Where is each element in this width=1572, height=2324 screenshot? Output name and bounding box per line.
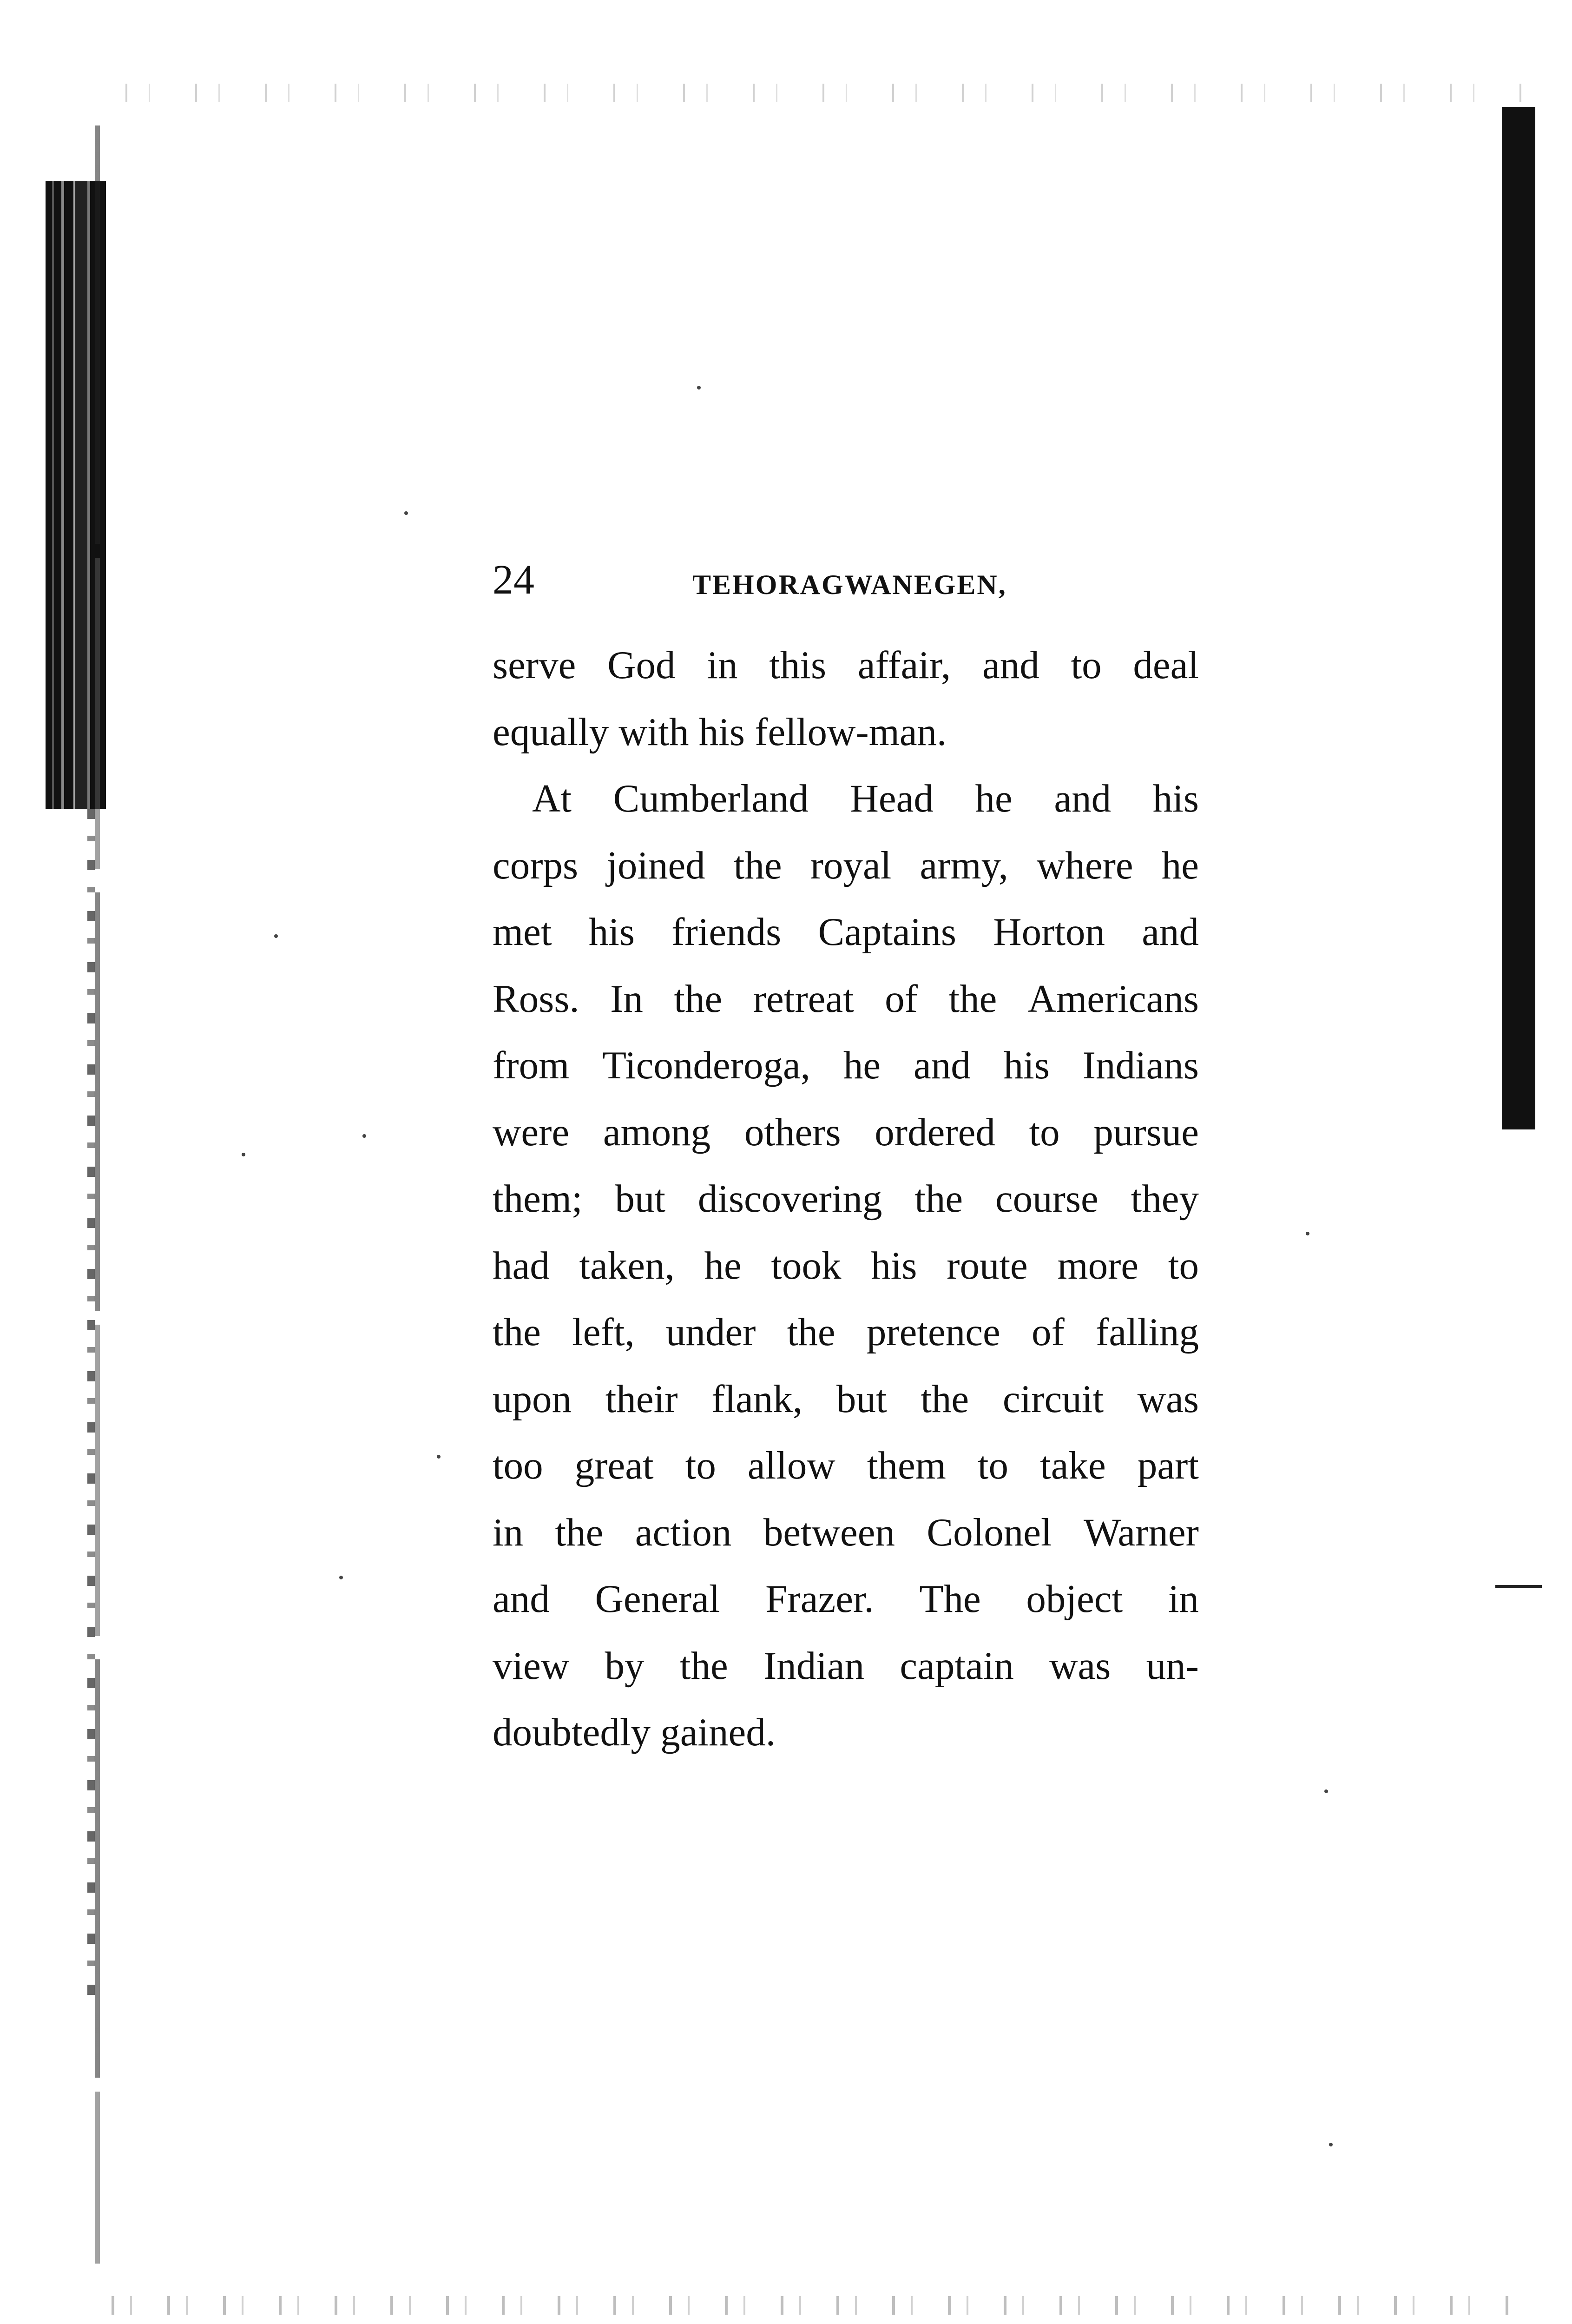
word: but bbox=[615, 1177, 666, 1221]
word: retreat bbox=[753, 977, 854, 1021]
word: in bbox=[1168, 1577, 1199, 1621]
text-line bbox=[493, 832, 1199, 899]
word: in bbox=[493, 1510, 524, 1554]
word: took bbox=[771, 1243, 842, 1287]
word: among bbox=[603, 1110, 711, 1154]
word: upon bbox=[493, 1377, 572, 1421]
scan-speckle-left bbox=[87, 809, 95, 1999]
word: view bbox=[493, 1644, 570, 1688]
word: he bbox=[975, 777, 1013, 820]
word: God bbox=[607, 643, 676, 687]
word: army, bbox=[920, 843, 1008, 887]
text-line bbox=[493, 632, 1199, 699]
scan-noise-top bbox=[107, 84, 1524, 102]
word: discovering bbox=[697, 1177, 882, 1221]
word: Colonel bbox=[927, 1510, 1052, 1554]
word: this bbox=[769, 643, 827, 687]
margin-rule bbox=[1495, 1585, 1542, 1588]
word: friends bbox=[671, 910, 782, 954]
word: The bbox=[919, 1577, 981, 1621]
word: where bbox=[1036, 843, 1133, 887]
word: the bbox=[787, 1310, 835, 1354]
text-line bbox=[493, 766, 1199, 832]
page-header bbox=[493, 552, 1199, 608]
word: others bbox=[744, 1110, 841, 1154]
word: to bbox=[1071, 643, 1102, 687]
word: Americans bbox=[1027, 977, 1199, 1021]
word: under bbox=[665, 1310, 756, 1354]
word: Indian bbox=[763, 1644, 865, 1688]
text-line bbox=[493, 1633, 1199, 1700]
word: between bbox=[763, 1510, 895, 1554]
scan-dot bbox=[404, 511, 408, 515]
word: pursue bbox=[1093, 1110, 1199, 1154]
word: part bbox=[1137, 1444, 1199, 1487]
word: object bbox=[1026, 1577, 1123, 1621]
scan-dot bbox=[697, 386, 701, 390]
text-line bbox=[493, 1433, 1199, 1499]
word: was bbox=[1137, 1377, 1199, 1421]
word: to bbox=[977, 1444, 1009, 1487]
word: the bbox=[921, 1377, 969, 1421]
word: Ticonderoga, bbox=[602, 1043, 810, 1087]
text-line bbox=[493, 1032, 1199, 1099]
word: his bbox=[871, 1243, 917, 1287]
scan-dot bbox=[1324, 1789, 1328, 1793]
word: to bbox=[1029, 1110, 1060, 1154]
word: Head bbox=[850, 777, 934, 820]
word: Warner bbox=[1083, 1510, 1199, 1554]
word: route bbox=[947, 1243, 1028, 1287]
word: General bbox=[595, 1577, 720, 1621]
text-line: doubtedly gained. bbox=[493, 1710, 776, 1754]
word: they bbox=[1131, 1177, 1199, 1221]
scan-dot bbox=[339, 1576, 343, 1579]
body-text bbox=[493, 632, 1199, 1766]
scan-dot bbox=[362, 1134, 366, 1138]
word: serve bbox=[493, 643, 576, 687]
word: in bbox=[707, 643, 738, 687]
word: he bbox=[843, 1043, 881, 1087]
scan-edge-right bbox=[1502, 107, 1535, 1129]
word: had bbox=[493, 1243, 550, 1287]
word: the bbox=[733, 843, 782, 887]
word: and bbox=[493, 1577, 550, 1621]
scan-dot bbox=[274, 934, 278, 938]
scan-noise-bottom bbox=[98, 2296, 1515, 2315]
word: Horton bbox=[993, 910, 1105, 954]
text-line bbox=[493, 1299, 1199, 1366]
word: course bbox=[995, 1177, 1098, 1221]
word: royal bbox=[810, 843, 892, 887]
scan-edge-line-left bbox=[95, 125, 100, 2264]
word: At bbox=[532, 777, 572, 820]
word: his bbox=[1003, 1043, 1050, 1087]
word: Ross. bbox=[493, 977, 579, 1021]
word: the bbox=[674, 977, 723, 1021]
word: take bbox=[1040, 1444, 1106, 1487]
word: In bbox=[610, 977, 643, 1021]
word: met bbox=[493, 910, 552, 954]
word: Cumberland bbox=[613, 777, 809, 820]
text-line bbox=[493, 1099, 1199, 1166]
word: the bbox=[948, 977, 997, 1021]
word: un- bbox=[1146, 1644, 1199, 1688]
word: them bbox=[867, 1444, 946, 1487]
word: allow bbox=[747, 1444, 835, 1487]
word: and bbox=[1142, 910, 1199, 954]
word: more bbox=[1057, 1243, 1139, 1287]
text-line bbox=[493, 1499, 1199, 1566]
word: he bbox=[1161, 843, 1199, 887]
word: Captains bbox=[818, 910, 956, 954]
text-line bbox=[493, 899, 1199, 966]
word: was bbox=[1049, 1644, 1111, 1688]
word: Frazer. bbox=[765, 1577, 874, 1621]
word: the bbox=[555, 1510, 604, 1554]
scan-dot bbox=[242, 1153, 245, 1156]
word: taken, bbox=[579, 1243, 675, 1287]
word: circuit bbox=[1002, 1377, 1104, 1421]
word: great bbox=[574, 1444, 654, 1487]
word: and bbox=[1054, 777, 1112, 820]
word: of bbox=[1032, 1310, 1065, 1354]
word: affair, bbox=[857, 643, 951, 687]
text-line: equally with his fellow-man. bbox=[493, 710, 947, 754]
word: Indians bbox=[1082, 1043, 1199, 1087]
word: to bbox=[1168, 1243, 1199, 1287]
word: his bbox=[1152, 777, 1199, 820]
word: action bbox=[635, 1510, 732, 1554]
word: too bbox=[493, 1444, 543, 1487]
word: falling bbox=[1096, 1310, 1199, 1354]
word: ordered bbox=[875, 1110, 995, 1154]
word: joined bbox=[606, 843, 705, 887]
word: them; bbox=[493, 1177, 583, 1221]
word: corps bbox=[493, 843, 579, 887]
scan-dot bbox=[1329, 2143, 1333, 2146]
word: of bbox=[885, 977, 918, 1021]
word: his bbox=[588, 910, 635, 954]
word: the bbox=[914, 1177, 963, 1221]
text-line bbox=[493, 1566, 1199, 1633]
word: but bbox=[836, 1377, 887, 1421]
word: flank, bbox=[711, 1377, 803, 1421]
word: left, bbox=[572, 1310, 635, 1354]
word: and bbox=[982, 643, 1039, 687]
text-line bbox=[493, 1233, 1199, 1300]
word: and bbox=[913, 1043, 971, 1087]
text-line bbox=[493, 1166, 1199, 1233]
text-line bbox=[493, 1366, 1199, 1433]
scan-dot bbox=[1306, 1232, 1309, 1235]
running-head: TEHORAGWANEGEN, bbox=[692, 569, 1007, 600]
word: the bbox=[679, 1644, 728, 1688]
word: captain bbox=[900, 1644, 1014, 1688]
page-number: 24 bbox=[493, 557, 534, 603]
word: by bbox=[605, 1644, 645, 1688]
scan-dot bbox=[437, 1455, 441, 1459]
word: their bbox=[605, 1377, 678, 1421]
word: he bbox=[704, 1243, 742, 1287]
word: the bbox=[493, 1310, 541, 1354]
word: to bbox=[685, 1444, 716, 1487]
word: were bbox=[493, 1110, 570, 1154]
word: from bbox=[493, 1043, 570, 1087]
text-line bbox=[493, 966, 1199, 1033]
word: deal bbox=[1133, 643, 1199, 687]
word: pretence bbox=[866, 1310, 1000, 1354]
